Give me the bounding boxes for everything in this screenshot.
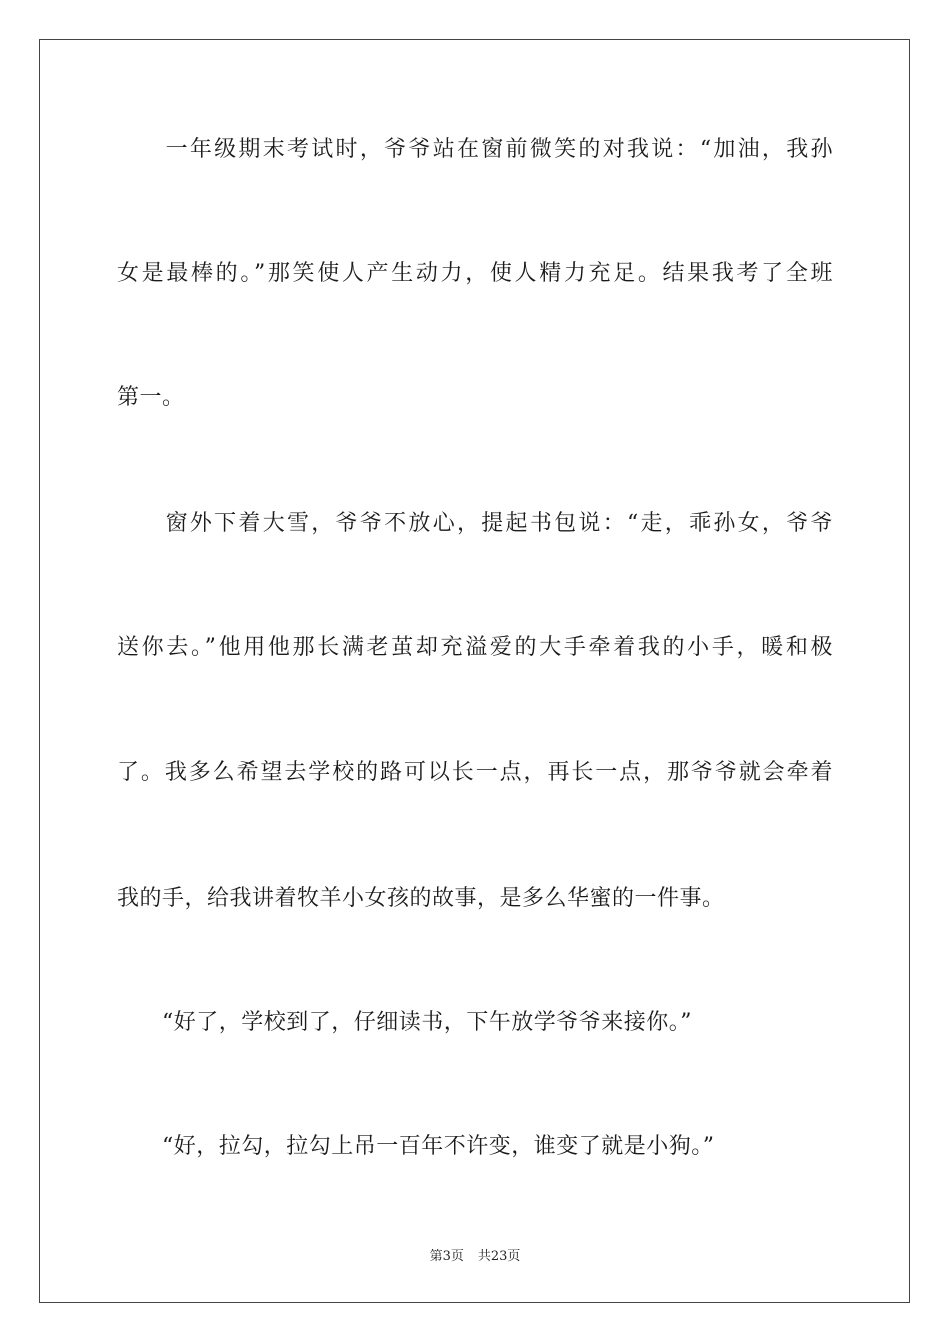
paragraph-line: 了。我多么希望去学校的路可以长一点，再长一点，那爷爷就会牵着 xyxy=(117,760,833,785)
page-number: 第3页 xyxy=(429,1249,464,1264)
page-total: 共23页 xyxy=(477,1249,521,1264)
paragraph-line: 窗外下着大雪，爷爷不放心，提起书包说：“走，乖孙女，爷爷 xyxy=(117,511,833,536)
page-footer xyxy=(0,1248,950,1266)
paragraph-line: 女是最棒的。”那笑使人产生动力，使人精力充足。结果我考了全班 xyxy=(117,261,833,286)
paragraph-line: “好，拉勾，拉勾上吊一百年不许变，谁变了就是小狗。” xyxy=(117,1134,715,1159)
paragraph-line: “好了，学校到了，仔细读书，下午放学爷爷来接你。” xyxy=(117,1010,692,1035)
page-border xyxy=(39,39,910,1303)
paragraph-line: 第一。 xyxy=(117,385,185,410)
paragraph-line: 送你去。”他用他那长满老茧却充溢爱的大手牵着我的小手，暖和极 xyxy=(117,635,833,660)
paragraph-line: 我的手，给我讲着牧羊小女孩的故事，是多么华蜜的一件事。 xyxy=(117,886,725,911)
paragraph-line: 一年级期末考试时，爷爷站在窗前微笑的对我说：“加油，我孙 xyxy=(117,137,833,162)
